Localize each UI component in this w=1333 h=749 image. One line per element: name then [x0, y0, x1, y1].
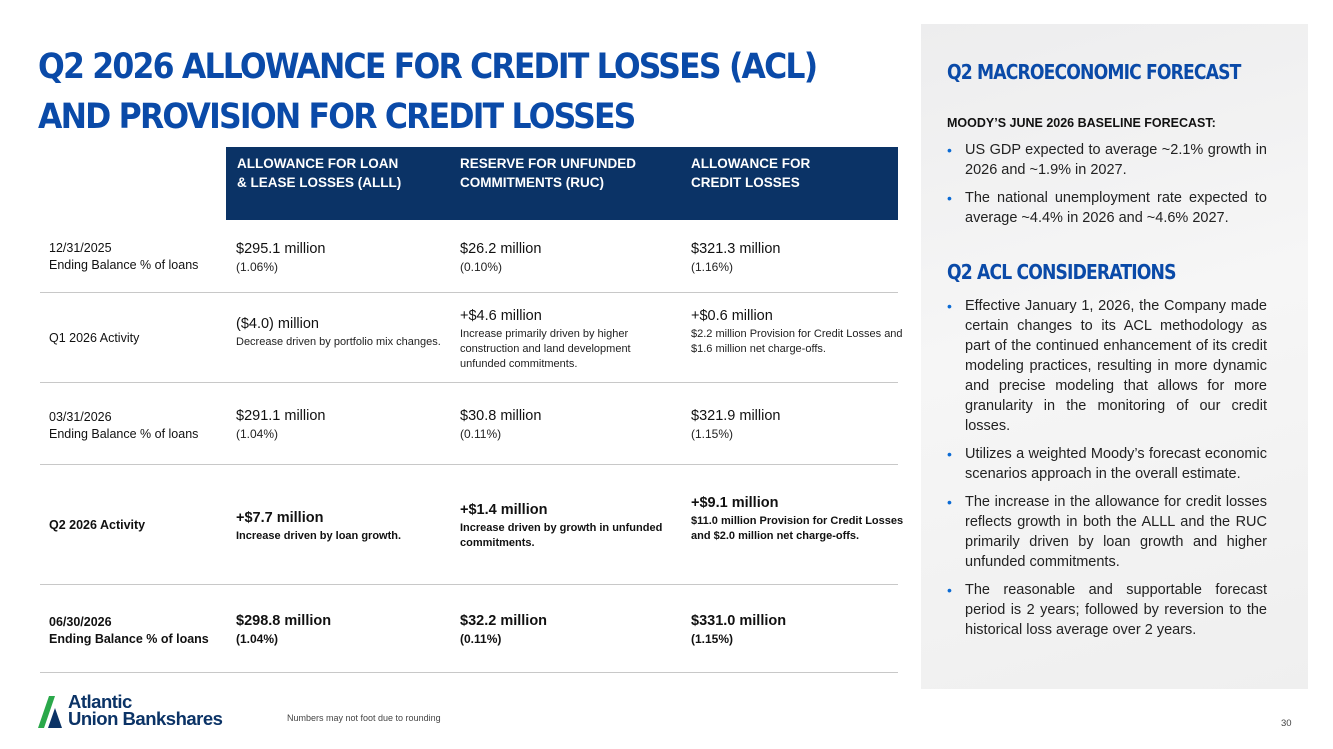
table-row-06-30-2026 — [40, 612, 898, 662]
column-header-alll: ALLOWANCE FOR LOAN & LEASE LOSSES (ALLL) — [237, 156, 402, 190]
cell-ruc: $30.8 million (0.11%) — [460, 408, 542, 441]
page-title-line-1: Q2 2026 ALLOWANCE FOR CREDIT LOSSES (ACL) — [38, 47, 817, 87]
page-title — [38, 42, 830, 142]
cell-acl: +$9.1 million $11.0 million Provision for Credit Losses and $2.0 million net charge-offs. — [691, 495, 904, 542]
bullet-icon: • — [947, 298, 952, 314]
cell-acl: $321.9 million (1.15%) — [691, 408, 781, 441]
bullet-icon: • — [947, 142, 952, 158]
row-label: Q1 2026 Activity — [49, 331, 140, 345]
cell-ruc: $32.2 million (0.11%) — [460, 613, 548, 646]
row-divider — [40, 672, 898, 673]
table-row-q1-2026-activity — [40, 307, 903, 377]
row-label: Q2 2026 Activity — [49, 518, 146, 532]
cell-ruc: +$1.4 million Increase driven by growth in unfunded commitments. — [460, 502, 663, 549]
list-item: • US GDP expected to average ~2.1% growth in 2026 and ~1.9% in 2027. — [947, 142, 1267, 178]
row-label: 06/30/2026 Ending Balance % of loans — [49, 615, 209, 646]
table-row-12-31-2025 — [40, 240, 898, 290]
cell-acl: $331.0 million (1.15%) — [691, 613, 787, 646]
table-row-q2-2026-activity — [40, 494, 904, 564]
row-divider — [40, 584, 898, 585]
column-header-acl: ALLOWANCE FOR CREDIT LOSSES — [691, 156, 811, 190]
page-title-line-2: AND PROVISION FOR CREDIT LOSSES — [38, 97, 635, 137]
acl-considerations-heading: Q2 ACL CONSIDERATIONS — [947, 260, 1176, 284]
row-label: 03/31/2026 Ending Balance % of loans — [49, 410, 199, 441]
column-header-ruc: RESERVE FOR UNFUNDED COMMITMENTS (RUC) — [460, 156, 637, 190]
cell-ruc: +$4.6 million Increase primarily driven by higher construction and land development unfunded commitments. — [460, 308, 631, 370]
cell-acl: +$0.6 million $2.2 million Provision for Credit Losses and $1.6 million net charge-offs. — [691, 308, 903, 355]
acl-bullet-list — [947, 296, 1267, 648]
logo-text-line-2: Union Bankshares — [68, 708, 223, 729]
cell-alll: ($4.0) million Decrease driven by portfolio mix changes. — [236, 316, 441, 348]
bullet-icon: • — [947, 446, 952, 462]
row-divider — [40, 292, 898, 293]
macro-forecast-heading: Q2 MACROECONOMIC FORECAST — [947, 60, 1241, 84]
row-label: 12/31/2025 Ending Balance % of loans — [49, 241, 199, 272]
logo-text-line-1: Atlantic — [68, 691, 132, 712]
moodys-forecast-kicker: MOODY’S JUNE 2026 BASELINE FORECAST: — [947, 116, 1216, 130]
row-divider — [40, 464, 898, 465]
logo-mark-icon — [38, 694, 66, 728]
list-item: • The national unemployment rate expected to average ~4.4% in 2026 and ~4.6% 2027. — [947, 190, 1267, 226]
company-logo — [38, 692, 268, 730]
list-item: • Effective January 1, 2026, the Company made certain changes to its ACL methodology as part of the continued enhancement of its credit modeling practices, resulting in more dynamic and precise modeling that allows for more granularity in the monitoring of our credit losses. — [947, 298, 1267, 434]
list-item: • The increase in the allowance for credit losses reflects growth in both the ALLL and the RUC primarily driven by loan growth and higher unfunded commitments. — [947, 494, 1267, 570]
bullet-icon: • — [947, 494, 952, 510]
cell-alll: $291.1 million (1.04%) — [236, 408, 326, 441]
cell-alll: $298.8 million (1.04%) — [236, 613, 332, 646]
bullet-icon: • — [947, 190, 952, 206]
macro-bullet-list — [947, 140, 1267, 236]
rounding-footnote: Numbers may not foot due to rounding — [287, 713, 441, 723]
cell-ruc: $26.2 million (0.10%) — [460, 241, 542, 274]
cell-alll: +$7.7 million Increase driven by loan growth. — [236, 510, 402, 542]
table-header — [226, 147, 898, 220]
list-item: • Utilizes a weighted Moody’s forecast economic scenarios approach in the overall estimate. — [947, 446, 1267, 482]
cell-alll: $295.1 million (1.06%) — [236, 241, 326, 274]
row-divider — [40, 382, 898, 383]
list-item: • The reasonable and supportable forecast period is 2 years; followed by reversion to the historical loss average over 2 years. — [947, 582, 1267, 638]
bullet-icon: • — [947, 582, 952, 598]
table-row-03-31-2026 — [40, 407, 898, 457]
page-number: 30 — [1281, 718, 1292, 729]
forecast-panel — [921, 24, 1308, 689]
cell-acl: $321.3 million (1.16%) — [691, 241, 781, 274]
